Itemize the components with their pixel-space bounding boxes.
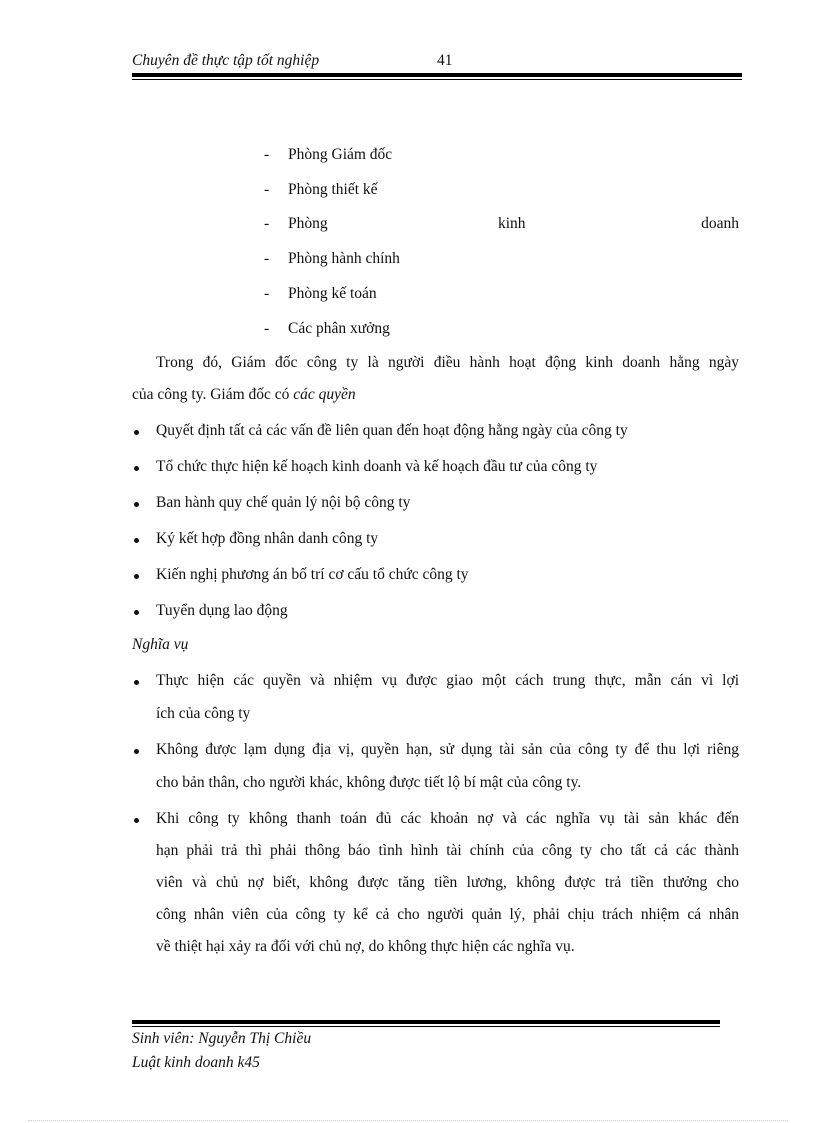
dash-marker: - (264, 250, 270, 267)
department-label-word: kinh (498, 215, 526, 232)
dash-marker: - (264, 320, 270, 337)
dash-marker: - (264, 181, 270, 198)
dash-marker: - (264, 285, 270, 302)
bullet-icon (134, 574, 139, 579)
department-label: Phòng kế toán (288, 285, 377, 302)
right-item: Quyết định tất cả các vấn đề liên quan đến hoạt động hằng ngày của công ty (156, 422, 628, 439)
bullet-icon (134, 818, 139, 823)
department-label: Phòng Giám đốc (288, 146, 393, 163)
duty-3-line-4: công nhân viên của công ty kể cả cho người quản lý, phải chịu trách nhiệm cá nhân (156, 906, 739, 923)
header-title: Chuyên đề thực tập tốt nghiệp (132, 52, 320, 69)
duty-3-line-1: Khi công ty không thanh toán đủ các khoản nợ và các nghĩa vụ tài sản khác đến (156, 810, 739, 827)
right-item: Kiến nghị phương án bố trí cơ cấu tổ chức công ty (156, 566, 469, 583)
duty-1-line-1: Thực hiện các quyền và nhiệm vụ được giao một cách trung thực, mẫn cán vì lợi (156, 672, 739, 689)
duty-1-line-2: ích của công ty (156, 705, 251, 722)
footer-rule-thick (132, 1020, 720, 1024)
footer-student: Sinh viên: Nguyễn Thị Chiều (132, 1030, 312, 1047)
right-item: Ban hành quy chế quản lý nội bộ công ty (156, 494, 411, 511)
header-rule-thick (132, 73, 742, 77)
duty-3-line-3: viên và chủ nợ biết, không được tăng tiền lương, không được trả tiền thưởng cho (156, 874, 739, 891)
bullet-icon (134, 430, 139, 435)
intro-line-2-text: của công ty. Giám đốc có (132, 386, 294, 403)
rights-term: các quyền (293, 386, 356, 403)
department-label-word: Phòng (288, 215, 328, 232)
duties-heading: Nghĩa vụ (132, 636, 189, 653)
bullet-icon (134, 502, 139, 507)
page-number: 41 (437, 52, 453, 69)
duty-3-line-2: hạn phải trả thì phải thông báo tình hình tài chính của công ty cho tất cả các thành (156, 842, 739, 859)
duty-2-line-1: Không được lạm dụng địa vị, quyền hạn, sử dụng tài sản của công ty để thu lợi riêng (156, 741, 739, 758)
duty-2-line-2: cho bản thân, cho người khác, không được tiết lộ bí mật của công ty. (156, 774, 582, 791)
bullet-icon (134, 538, 139, 543)
dash-marker: - (264, 215, 270, 232)
right-item: Tổ chức thực hiện kế hoạch kinh doanh và kế hoạch đầu tư của công ty (156, 458, 598, 475)
department-label-word: doanh (701, 215, 739, 232)
header-rule-thin (132, 79, 742, 80)
right-item: Ký kết hợp đồng nhân danh công ty (156, 530, 379, 547)
footer-rule-thin (132, 1026, 720, 1027)
intro-line-2 (132, 386, 356, 404)
page-edge-divider (28, 1120, 788, 1121)
bullet-icon (134, 749, 139, 754)
page-header (132, 52, 742, 74)
department-label: Các phân xưởng (288, 320, 390, 337)
intro-line-1: Trong đó, Giám đốc công ty là người điều hành hoạt động kinh doanh hằng ngày (156, 354, 739, 371)
duty-3-line-5: về thiệt hại xảy ra đối với chủ nợ, do không thực hiện các nghĩa vụ. (156, 938, 575, 955)
bullet-icon (134, 680, 139, 685)
right-item: Tuyển dụng lao động (156, 602, 288, 619)
department-label: Phòng thiết kế (288, 181, 378, 198)
footer-class: Luật kinh doanh k45 (132, 1054, 260, 1071)
bullet-icon (134, 610, 139, 615)
dash-marker: - (264, 146, 270, 163)
department-label: Phòng hành chính (288, 250, 400, 267)
bullet-icon (134, 466, 139, 471)
